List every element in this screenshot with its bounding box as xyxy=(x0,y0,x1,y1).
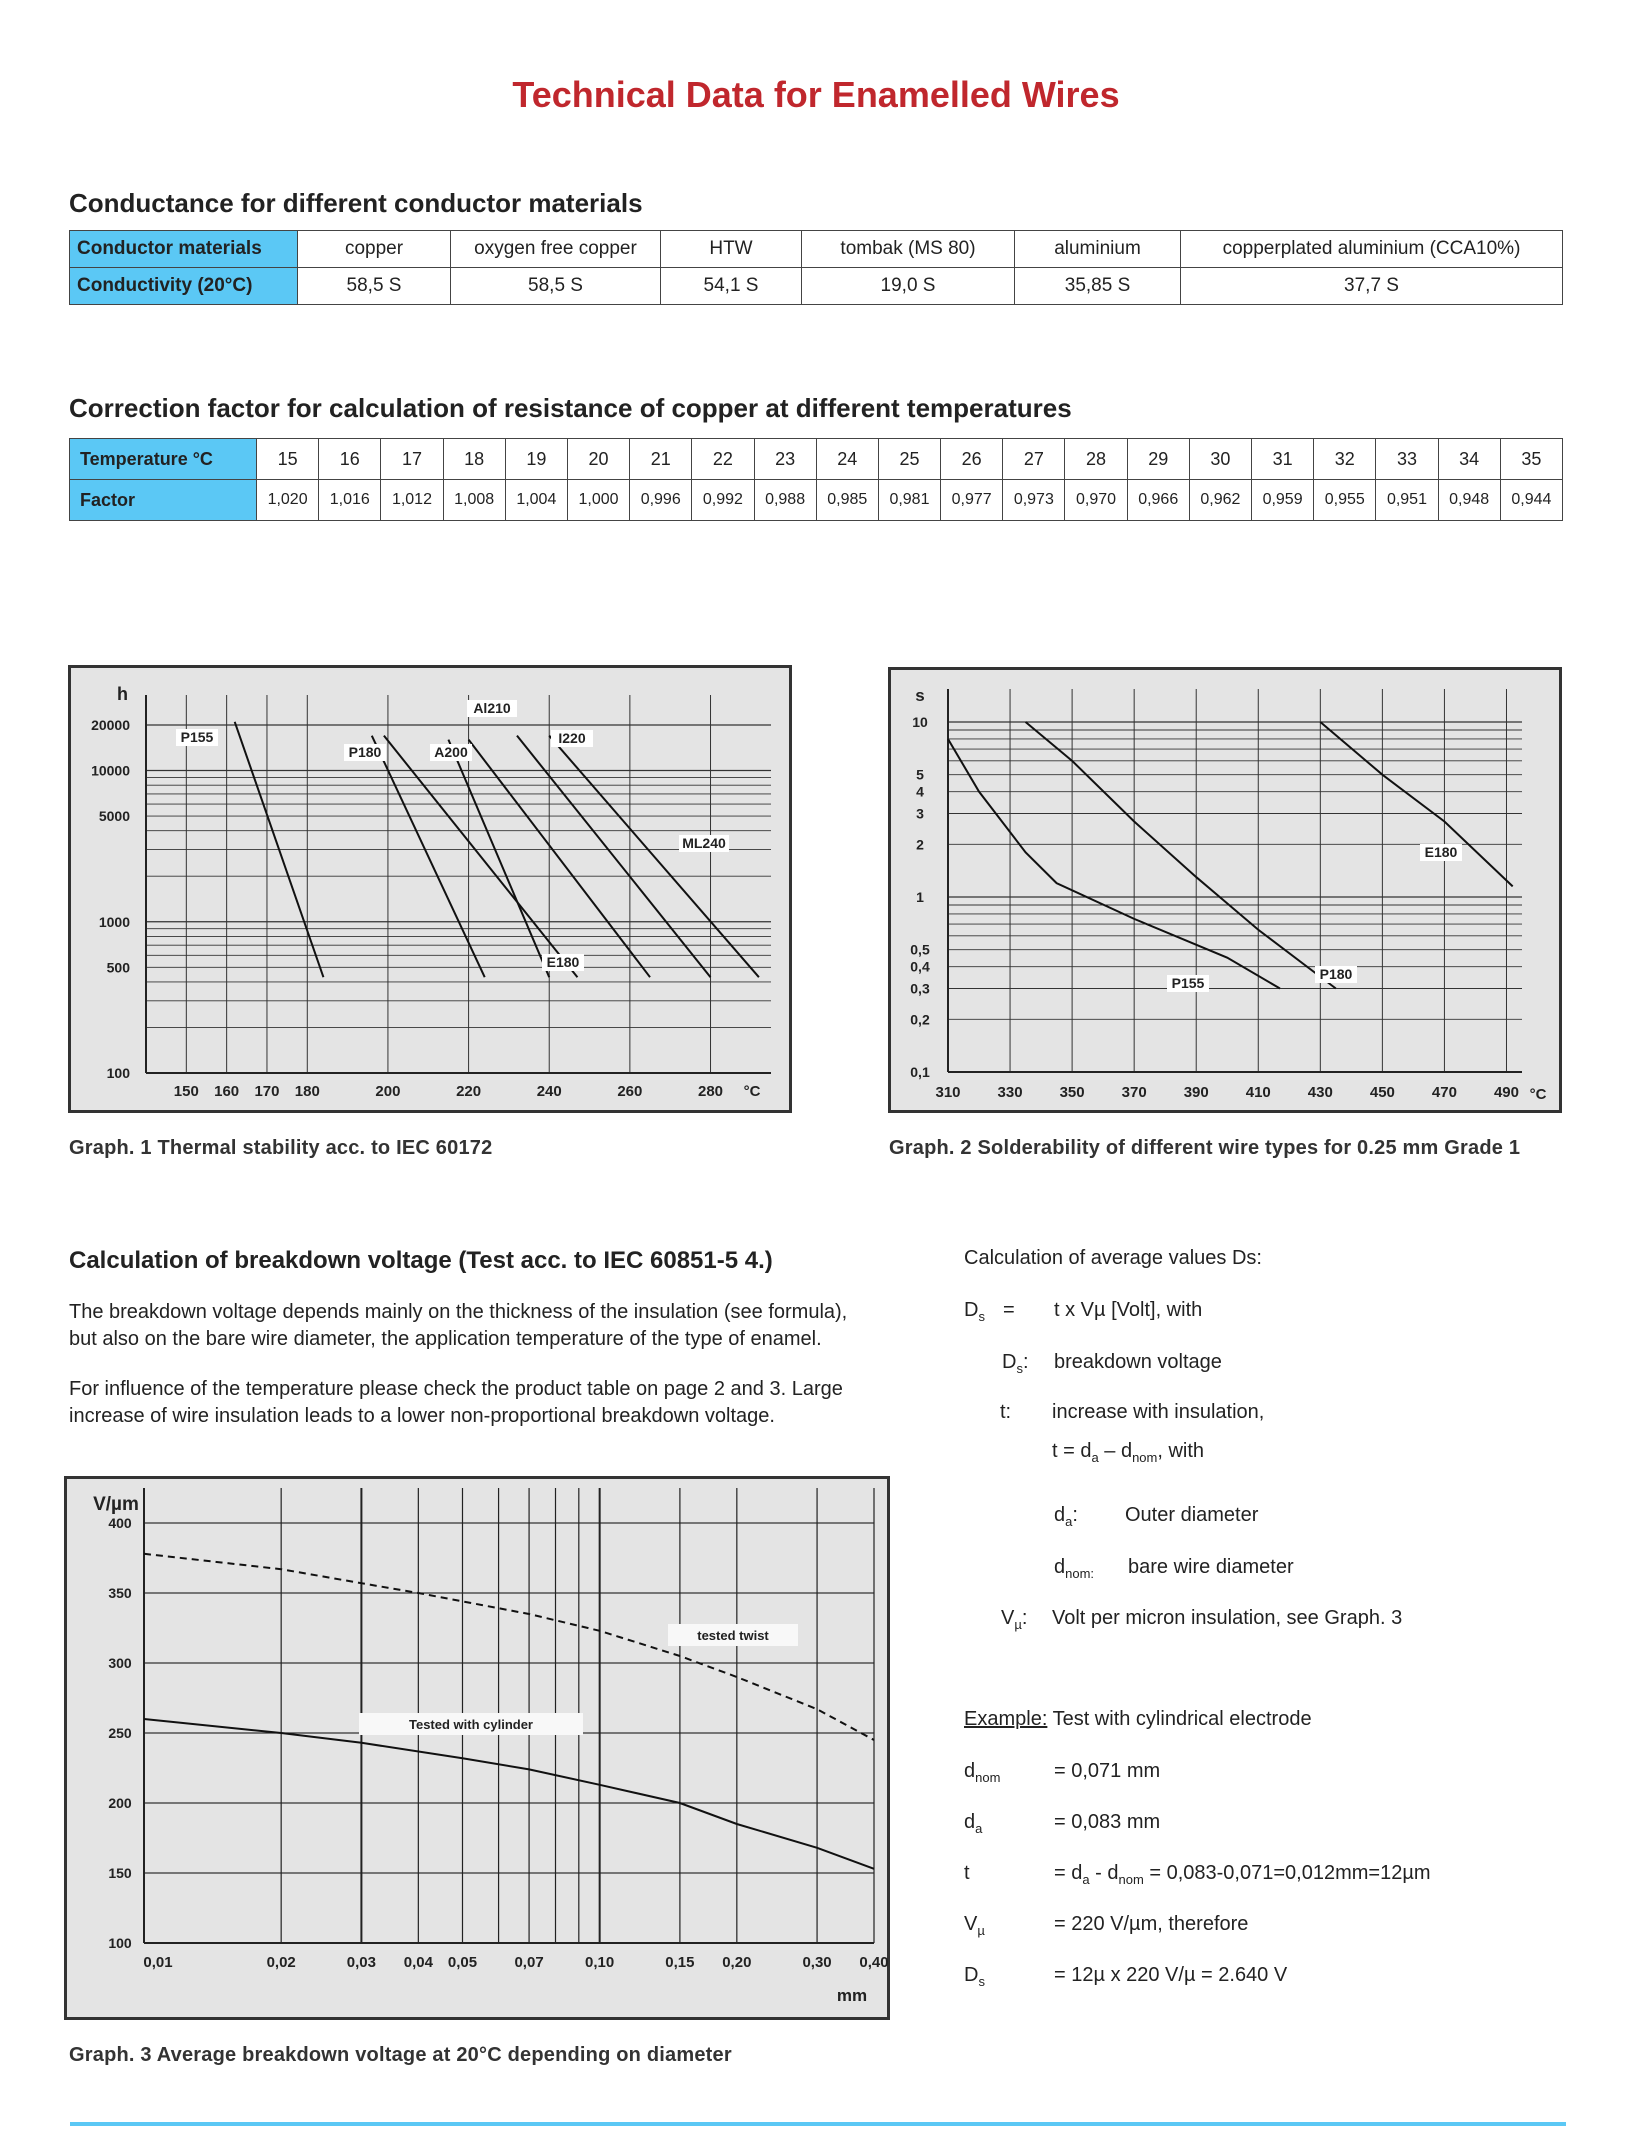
x-tick-label: 350 xyxy=(1059,1084,1085,1101)
breakdown-paragraph-1 xyxy=(69,1299,847,1353)
y-tick-label: 400 xyxy=(108,1515,132,1531)
series-label: tested twist xyxy=(697,1628,769,1643)
temperature-cell: 17 xyxy=(381,439,443,480)
y-tick-label: 1 xyxy=(916,889,924,905)
temperature-cell: 35 xyxy=(1500,439,1562,480)
x-tick-label: 240 xyxy=(536,1083,562,1100)
graph-1-caption: Graph. 1 Thermal stability acc. to IEC 60172 xyxy=(69,1137,493,1159)
temperature-cell: 27 xyxy=(1003,439,1065,480)
graph-1-thermal-stability xyxy=(68,665,792,1113)
y-tick-label: 200 xyxy=(108,1795,132,1811)
x-tick-label: 200 xyxy=(375,1083,401,1100)
series-label: E180 xyxy=(1424,844,1458,860)
y-tick-label: 350 xyxy=(108,1585,132,1601)
x-tick-label: 260 xyxy=(617,1083,643,1100)
x-tick-label: 450 xyxy=(1369,1084,1395,1101)
temperature-cell: 21 xyxy=(630,439,692,480)
y-tick-label: 5 xyxy=(916,766,924,783)
x-tick-label: 0,03 xyxy=(346,1954,377,1971)
temperature-cell: 34 xyxy=(1438,439,1500,480)
series-label: Tested with cylinder xyxy=(408,1717,534,1732)
table-cell: HTW xyxy=(661,231,802,268)
series-label: P180 xyxy=(348,744,382,760)
chart-frame xyxy=(890,669,1561,1112)
y-tick-label: 0,5 xyxy=(910,941,930,958)
ds-symbol: $D_s$: xyxy=(1002,1351,1029,1376)
y-tick-label: 100 xyxy=(108,1935,132,1951)
vu-description: Volt per micron insulation, see Graph. 3 xyxy=(1052,1607,1403,1629)
ds-value: = 12µ x 220 V/µ = 2.640 V xyxy=(1054,1964,1288,1986)
factor-cell: 0,970 xyxy=(1065,480,1127,521)
temperature-cell: 25 xyxy=(878,439,940,480)
x-tick-label: 160 xyxy=(214,1083,240,1100)
table-row xyxy=(70,268,1563,305)
factor-cell: 0,951 xyxy=(1376,480,1438,521)
x-tick-label: 470 xyxy=(1431,1084,1457,1101)
y-tick-label: 100 xyxy=(106,1065,130,1081)
x-tick-label: 370 xyxy=(1121,1084,1147,1101)
x-tick-label: 0,40 xyxy=(859,1954,889,1971)
y-tick-label: 5000 xyxy=(98,808,130,825)
series-label: ML240 xyxy=(682,835,726,851)
footer-rule xyxy=(70,2122,1566,2126)
table-cell: 58,5 S xyxy=(451,268,661,305)
x-tick-label: 220 xyxy=(456,1083,482,1100)
conductor-materials-label: Conductor materials xyxy=(70,231,298,268)
t-symbol: t xyxy=(964,1862,970,1884)
graph-3-caption: Graph. 3 Average breakdown voltage at 20°C depending on diameter xyxy=(69,2044,732,2066)
t-formula: $t = d_a - d_{nom}$, with xyxy=(1052,1440,1205,1465)
vu-symbol: $V_\mu$ xyxy=(964,1913,985,1938)
text-line: increase of wire insulation leads to a lower non-proportional breakdown voltage. xyxy=(69,1405,775,1427)
factor-cell: 1,000 xyxy=(567,480,629,521)
temperature-cell: 23 xyxy=(754,439,816,480)
temperature-cell: 15 xyxy=(257,439,319,480)
temperature-cell: 19 xyxy=(505,439,567,480)
temperature-cell: 30 xyxy=(1189,439,1251,480)
y-tick-label: 3 xyxy=(916,805,924,822)
table-row xyxy=(70,231,1563,268)
example-line: Example: Test with cylindrical electrode xyxy=(964,1708,1312,1730)
dnom-symbol: $d_{nom}$ xyxy=(964,1760,1001,1785)
x-tick-label: 0,10 xyxy=(585,1954,615,1971)
y-tick-label: 10000 xyxy=(91,762,130,779)
series-label: P180 xyxy=(1319,966,1353,982)
formula-heading: Calculation of average values Ds: xyxy=(964,1247,1262,1269)
y-tick-label: 4 xyxy=(916,783,924,800)
graph-2-solderability xyxy=(888,667,1562,1113)
da-description: Outer diameter xyxy=(1125,1504,1259,1526)
x-tick-label: 280 xyxy=(698,1083,724,1100)
x-tick-label: 430 xyxy=(1307,1084,1333,1101)
y-axis-unit: h xyxy=(117,684,128,704)
vu-symbol: $V_\mu$: xyxy=(1001,1607,1028,1632)
conductance-heading: Conductance for different conductor materials xyxy=(69,188,643,218)
factor-cell: 0,955 xyxy=(1314,480,1376,521)
x-tick-label: 310 xyxy=(935,1084,961,1101)
temperature-cell: 18 xyxy=(443,439,505,480)
table-cell: 58,5 S xyxy=(298,268,451,305)
table-cell: oxygen free copper xyxy=(451,231,661,268)
table-row xyxy=(70,439,1563,480)
series-label: Al210 xyxy=(473,700,511,716)
table-cell: aluminium xyxy=(1015,231,1181,268)
table-cell: 19,0 S xyxy=(802,268,1015,305)
temperature-cell: 32 xyxy=(1314,439,1376,480)
temperature-cell: 29 xyxy=(1127,439,1189,480)
factor-cell: 0,966 xyxy=(1127,480,1189,521)
temperature-cell: 16 xyxy=(319,439,381,480)
factor-cell: 1,020 xyxy=(257,480,319,521)
da-symbol: $d_a$: xyxy=(1054,1504,1078,1529)
breakdown-heading: Calculation of breakdown voltage (Test acc. to IEC 60851-5 4.) xyxy=(69,1247,773,1274)
x-tick-label: 390 xyxy=(1183,1084,1209,1101)
conductance-table xyxy=(69,230,1563,305)
factor-cell: 0,996 xyxy=(630,480,692,521)
y-tick-label: 1000 xyxy=(98,913,130,930)
x-tick-label: 0,30 xyxy=(802,1954,832,1971)
x-tick-label: °C xyxy=(743,1083,761,1100)
x-tick-label: 0,04 xyxy=(403,1954,433,1971)
text-line: but also on the bare wire diameter, the application temperature of the type of enamel. xyxy=(69,1328,822,1350)
graph-3-breakdown-voltage xyxy=(64,1476,890,2020)
x-axis-unit: °C xyxy=(1529,1086,1547,1103)
y-tick-label: 500 xyxy=(106,959,130,976)
conductivity-label: Conductivity (20°C) xyxy=(70,268,298,305)
factor-cell: 0,959 xyxy=(1252,480,1314,521)
chart-frame xyxy=(66,1478,889,2019)
x-tick-label: 0,15 xyxy=(665,1954,695,1971)
x-tick-label: 180 xyxy=(294,1083,320,1100)
factor-cell: 0,985 xyxy=(816,480,878,521)
page-title: Technical Data for Enamelled Wires xyxy=(512,74,1120,115)
temperature-cell: 22 xyxy=(692,439,754,480)
correction-table xyxy=(69,438,1563,521)
x-tick-label: 0,05 xyxy=(447,1954,478,1971)
dnom-symbol: $d_{nom:}$ xyxy=(1054,1556,1095,1581)
ds-symbol: $D_s$ xyxy=(964,1299,985,1324)
y-axis-unit: s xyxy=(915,686,925,705)
ds-definition: t x Vµ [Volt], with xyxy=(1054,1299,1203,1321)
factor-cell: 0,944 xyxy=(1500,480,1562,521)
temperature-cell: 33 xyxy=(1376,439,1438,480)
factor-label: Factor xyxy=(70,480,257,521)
factor-cell: 0,962 xyxy=(1189,480,1251,521)
y-axis-unit: V/µm xyxy=(93,1494,139,1515)
series-label: A200 xyxy=(434,744,468,760)
table-cell: copper xyxy=(298,231,451,268)
series-label: P155 xyxy=(1171,975,1205,991)
x-tick-label: 330 xyxy=(997,1084,1023,1101)
y-tick-label: 300 xyxy=(108,1655,132,1671)
t-symbol: t: xyxy=(1000,1401,1012,1423)
graph-2-caption: Graph. 2 Solderability of different wire types for 0.25 mm Grade 1 xyxy=(889,1137,1521,1159)
x-tick-label: 0,20 xyxy=(722,1954,752,1971)
text-line: For influence of the temperature please check the product table on page 2 and 3. Large xyxy=(69,1378,843,1400)
x-tick-label: 410 xyxy=(1245,1084,1271,1101)
t-value: = $d_a - d_{nom} = 0,083-0,071=0,012mm=12\mu m$ xyxy=(1054,1862,1431,1887)
y-tick-label: 0,2 xyxy=(910,1011,930,1028)
table-row xyxy=(70,480,1563,521)
y-tick-label: 10 xyxy=(912,714,928,730)
temperature-cell: 20 xyxy=(567,439,629,480)
x-tick-label: 0,01 xyxy=(143,1954,173,1971)
x-axis-unit: mm xyxy=(836,1986,868,2005)
vu-value: = 220 V/µm, therefore xyxy=(1054,1913,1249,1935)
correction-heading: Correction factor for calculation of resistance of copper at different temperatures xyxy=(69,393,1072,423)
factor-cell: 1,012 xyxy=(381,480,443,521)
factor-cell: 0,988 xyxy=(754,480,816,521)
factor-cell: 0,973 xyxy=(1003,480,1065,521)
temperature-cell: 24 xyxy=(816,439,878,480)
factor-cell: 0,948 xyxy=(1438,480,1500,521)
ds-symbol: $D_s$ xyxy=(964,1964,985,1989)
y-tick-label: 20000 xyxy=(91,717,130,733)
table-cell: copperplated aluminium (CCA10%) xyxy=(1181,231,1563,268)
temperature-cell: 31 xyxy=(1252,439,1314,480)
temperature-cell: 26 xyxy=(941,439,1003,480)
factor-cell: 0,992 xyxy=(692,480,754,521)
series-label: P155 xyxy=(180,729,214,745)
factor-cell: 1,008 xyxy=(443,480,505,521)
y-tick-label: 2 xyxy=(916,836,924,853)
series-label: I220 xyxy=(558,730,586,746)
series-label: E180 xyxy=(546,954,580,970)
y-tick-label: 0,1 xyxy=(910,1064,930,1080)
y-tick-label: 0,4 xyxy=(910,958,930,975)
x-tick-label: 170 xyxy=(254,1083,280,1100)
x-tick-label: 490 xyxy=(1493,1084,1520,1101)
t-description: increase with insulation, xyxy=(1052,1401,1265,1423)
y-tick-label: 150 xyxy=(108,1865,132,1881)
da-value: = 0,083 mm xyxy=(1054,1811,1161,1833)
y-tick-label: 250 xyxy=(108,1725,132,1741)
x-tick-label: 150 xyxy=(173,1083,199,1100)
table-cell: tombak (MS 80) xyxy=(802,231,1015,268)
ds-description: breakdown voltage xyxy=(1054,1351,1222,1373)
x-tick-label: 0,02 xyxy=(266,1954,296,1971)
temperature-label: Temperature °C xyxy=(70,439,257,480)
factor-cell: 0,981 xyxy=(878,480,940,521)
dnom-description: bare wire diameter xyxy=(1128,1556,1294,1578)
da-symbol: $d_a$ xyxy=(964,1811,983,1836)
table-cell: 54,1 S xyxy=(661,268,802,305)
text-line: The breakdown voltage depends mainly on the thickness of the insulation (see formula), xyxy=(69,1301,848,1323)
x-tick-label: 0,07 xyxy=(514,1954,544,1971)
dnom-value: = 0,071 mm xyxy=(1054,1760,1161,1782)
equals-sign: = xyxy=(1003,1299,1015,1321)
table-cell: 35,85 S xyxy=(1015,268,1181,305)
factor-cell: 0,977 xyxy=(941,480,1003,521)
y-tick-label: 0,3 xyxy=(910,980,930,997)
temperature-cell: 28 xyxy=(1065,439,1127,480)
breakdown-paragraph-2 xyxy=(69,1376,843,1430)
factor-cell: 1,016 xyxy=(319,480,381,521)
factor-cell: 1,004 xyxy=(505,480,567,521)
table-cell: 37,7 S xyxy=(1181,268,1563,305)
